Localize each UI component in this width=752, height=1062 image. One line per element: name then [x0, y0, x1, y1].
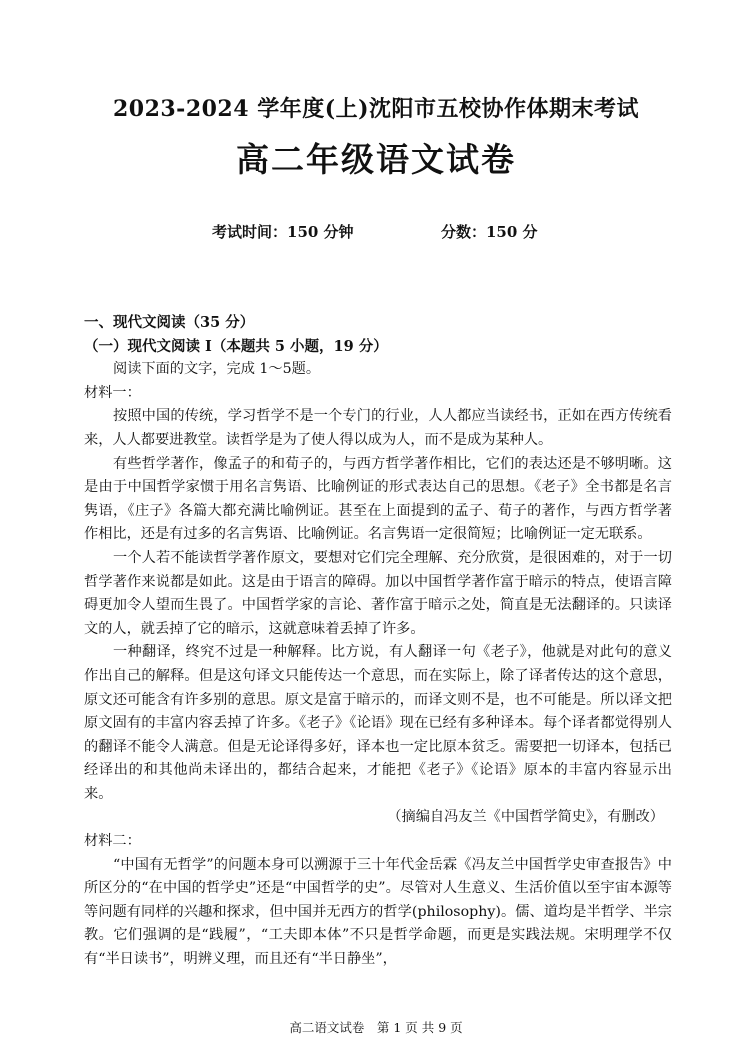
paragraph: “中国有无哲学”的问题本身可以溯源于三十年代金岳霖《冯友兰中国哲学史审查报告》中所区分的“在中国的哲学史”还是“中国哲学的史”。尽管对人生意义、生活价值以至宇宙本源等等问题有同样的兴趣和探求，但中国并无西方的哲学(philosophy)。儒、道均是半哲学、半宗教。它们强调的是“践履”，“工夫即本体”不只是哲学命题，而更是实践法规。宋明理学不仅有“半日读书”，明辨义理，而且还有“半日静坐”，: [84, 856, 672, 968]
material-label: 材料一：: [84, 384, 141, 401]
paper-title: 高二年级语文试卷: [236, 140, 516, 179]
subsection-heading: （一）现代文阅读 I（本题共 5 小题，19 分）: [84, 337, 388, 355]
exam-title: 2023-2024 学年度(上)沈阳市五校协作体期末考试: [112, 96, 640, 122]
material-label: 材料二：: [84, 833, 141, 850]
exam-content: [84, 311, 672, 972]
paragraph: 一个人若不能读哲学著作原文，要想对它们完全理解、充分欣赏，是很困难的，对于一切哲学著作来说都是如此。这是由于语言的障碍。加以中国哲学著作富于暗示的特点，使语言障碍更加令人望而生畏了。中国哲学家的言论、著作富于暗示之处，简直是无法翻译的。只读译文的人，就丢掉了它的暗示，这就意味着丢掉了许多。: [84, 549, 672, 637]
paragraph: 按照中国的传统，学习哲学不是一个专门的行业，人人都应当读经书，正如在西方传统看来，人人都要进教堂。读哲学是为了使人得以成为人，而不是成为某种人。: [84, 408, 672, 448]
page-footer: 高二语文试卷 第 1 页 共 9 页: [289, 1020, 463, 1035]
source-citation: （摘编自冯友兰《中国哲学简史》，有删改）: [387, 809, 664, 826]
instruction: 阅读下面的文字，完成 1～5题。: [113, 361, 321, 378]
paragraph: 一种翻译，终究不过是一种解释。比方说，有人翻译一句《老子》，他就是对此句的意义作出自己的解释。但是这句译文只能传达一个意思，而在实际上，除了译者传达的这个意思，原文还可能含有许多别的意思。原文是富于暗示的，而译文则不是，也不可能是。所以译文把原文固有的丰富内容丢掉了许多。《老子》《论语》现在已经有多种译本。每个译者都觉得别人的翻译不能令人满意。但是无论译得多好，译本也一定比原本贫乏。需要把一切译本，包括已经译出的和其他尚未译出的，都结合起来，才能把《老子》《论语》原本的丰富内容显示出来。: [84, 644, 672, 802]
section-heading: 一、现代文阅读（35 分）: [84, 314, 255, 331]
paragraph: 有些哲学著作，像孟子的和荀子的，与西方哲学著作相比，它们的表达还是不够明晰。这是由于中国哲学家惯于用名言隽语、比喻例证的形式表达自己的思想。《老子》全书都是名言隽语，《庄子》各篇大都充满比喻例证。甚至在上面提到的孟子、荀子的著作，与西方哲学著作相比，还是有过多的名言隽语、比喻例证。名言隽语一定很简短；比喻例证一定无联系。: [84, 455, 672, 543]
total-score: 分数：150 分: [441, 223, 538, 241]
exam-time: 考试时间：150 分钟: [212, 223, 354, 241]
